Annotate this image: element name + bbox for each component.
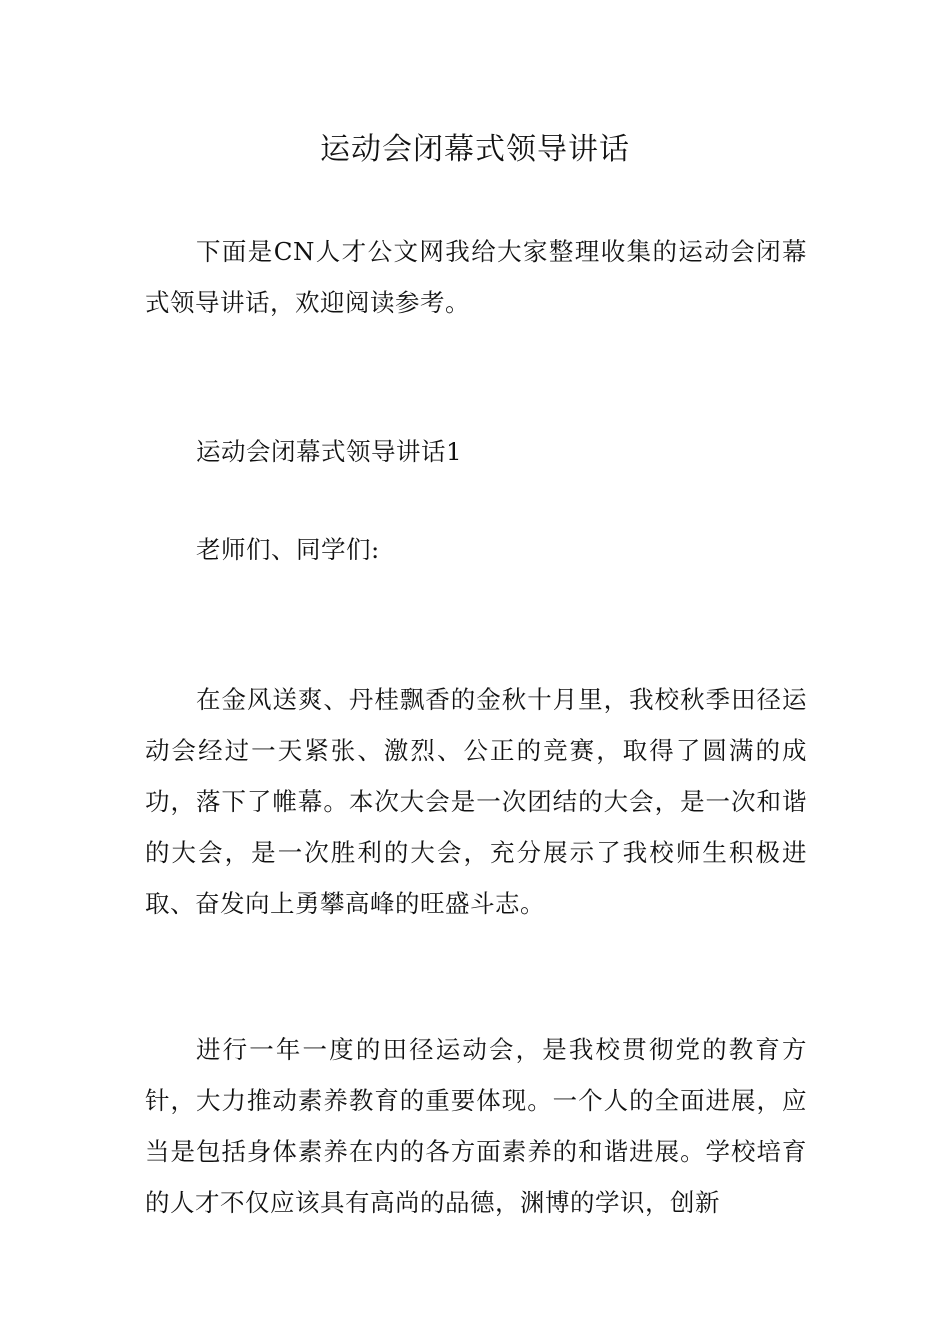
greeting: 老师们、同学们: [196, 535, 380, 564]
section-title: 运动会闭幕式领导讲话1 [196, 437, 463, 466]
body-paragraph-2: 进行一年一度的田径运动会，是我校贯彻党的教育方针，大力推动素养教育的重要体现。一个人的全面进展，应当是包括身体素养在内的各方面素养的和谐进展。学校培育的人才不仅应该具有高尚的品德，渊博的学识，创新 [145, 1035, 807, 1217]
document-title: 运动会闭幕式领导讲话 [320, 132, 630, 167]
intro-paragraph: 下面是CN人才公文网我给大家整理收集的运动会闭幕式领导讲话，欢迎阅读参考。 [145, 237, 807, 317]
body-paragraph-1: 在金风送爽、丹桂飘香的金秋十月里，我校秋季田径运动会经过一天紧张、激烈、公正的竞赛，取得了圆满的成功，落下了帷幕。本次大会是一次团结的大会，是一次和谐的大会，是一次胜利的大会，充分展示了我校师生积极进取、奋发向上勇攀高峰的旺盛斗志。 [145, 685, 807, 918]
